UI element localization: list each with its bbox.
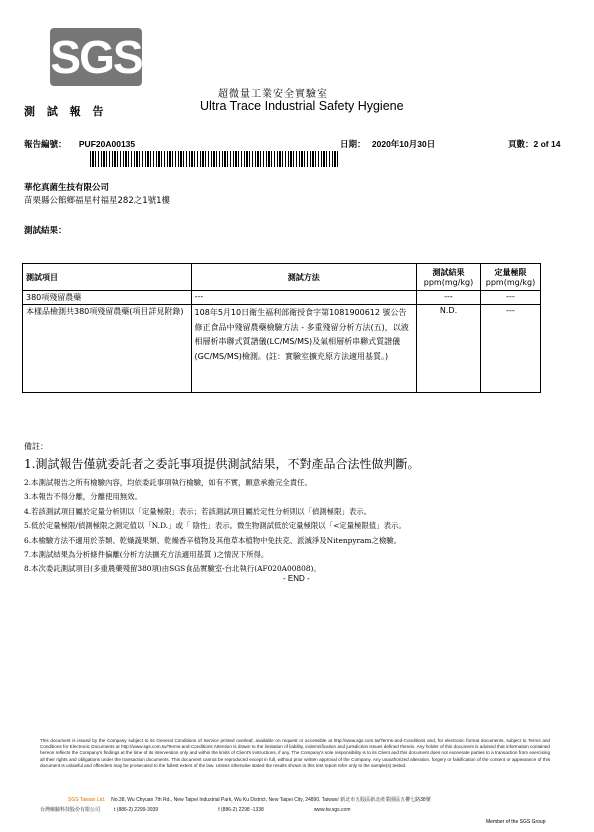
footer-company-cn: 台灣檢驗科技股份有限公司 xyxy=(40,807,101,813)
end-marker: - END - xyxy=(283,574,310,583)
table-row xyxy=(23,305,541,393)
header-loq xyxy=(480,264,540,291)
note-item: 8.本次委託測試項目(多重農藥殘留380項)由SGS食品實驗室-台北執行(AF020A00808)。 xyxy=(24,564,321,574)
report-number-label: 報告編號： xyxy=(24,139,67,149)
footer-contact-line xyxy=(40,806,351,813)
header-result xyxy=(417,264,481,291)
notes-label: 備註： xyxy=(24,442,48,451)
footer-disclaimer: This document is issued by the Company subject to its General Conditions of Service printed overleaf, available on request or accessible at http://www.sgs.com.tw/Terms-and-Conditions and, for electronic format documents, subject to Terms and Conditions for Electronic Documents at http://www.sgs.com.tw/Terms-and-Conditions Attention is drawn to the limitation of liability, indemnification and jurisdiction issues defined therein. Any holder of this document is advised that information contained hereon reflects the Company's findings at the time of its intervention only and within the limits of Client's instructions, if any. The Company's sole responsibility is to its Client and this document does not exonerate parties to a transaction from exercising all their rights and obligations under the transaction documents. This document cannot be reproduced except in full, without prior written approval of the Company. Any unauthorized alteration, forgery or falsification of the content or appearance of this document is unlawful and offenders may be prosecuted to the fullest extent of the law. Unless otherwise stated the results shown in this test report refer only to the sample(s) tested. xyxy=(40,738,550,768)
cell-result: N.D. xyxy=(417,305,481,393)
table-header-row xyxy=(23,264,541,291)
page-number xyxy=(508,138,560,150)
header-result-unit: ppm(mg/kg) xyxy=(423,278,474,287)
footer-address: No.38, Wu Chyuan 7th Rd., New Taipei Industrial Park, Wu Ku District, New Taipei City, 24890, Taiwan/ 新北市五股區新北產業園區五權七路38號 xyxy=(111,797,431,803)
client-company: 華佗真菌生技有限公司 xyxy=(24,183,110,193)
footer-address-line xyxy=(40,796,431,803)
header-test-method: 測試方法 xyxy=(191,264,416,291)
note-item: 4.若該測試項目屬於定量分析則以「定量極限」表示；若該測試項目屬於定性分析則以「偵測極限」表示。 xyxy=(24,506,372,516)
note-first: 1.測試報告僅就委託者之委託事項提供測試結果，不對產品合法性做判斷。 xyxy=(24,457,420,471)
results-label: 測試結果： xyxy=(24,226,67,236)
note-item: 5.低於定量極限/偵測極限之測定值以「N.D.」或「 陰性」表示。微生物測試低於定量極限以「<定量極限值」表示。 xyxy=(24,521,406,531)
results-table xyxy=(22,263,541,393)
report-date-label: 日期： xyxy=(340,139,366,149)
page-number-label: 頁數： xyxy=(508,139,534,149)
report-date xyxy=(340,138,435,150)
report-date-value: 2020年10月30日 xyxy=(371,139,436,149)
cell-item: 本樣品檢測共380項殘留農藥(項目詳見附錄) xyxy=(23,305,192,393)
footer-member: Member of the SGS Group xyxy=(486,819,546,825)
page-number-value: 2 of 14 xyxy=(533,139,561,149)
footer-company-en: SGS Taiwan Ltd. xyxy=(68,797,106,803)
header-result-label: 測試結果 xyxy=(432,268,465,277)
note-item: 6.本檢驗方法不適用於茶類、乾燥蔬果類、乾燥香辛植物及其他草本植物中免扶克、派滅淨及Nitenpyram之檢驗。 xyxy=(24,535,402,545)
lab-title-chinese: 超微量工業安全實驗室 xyxy=(218,89,328,100)
sgs-logo: SGS xyxy=(50,28,142,86)
footer-phone: t (886-2) 2299-3939 xyxy=(114,807,159,813)
footer-website: www.tw.sgs.com xyxy=(313,807,351,813)
header-loq-label: 定量極限 xyxy=(494,268,527,277)
note-item: 2.本測試報告之所有檢驗內容，均依委託事項執行檢驗，如有不實，願意承擔完全責任。 xyxy=(24,478,312,487)
cell-loq: --- xyxy=(480,291,540,305)
table-row xyxy=(23,291,541,305)
footer-fax: f (886-2) 2298 -1338 xyxy=(218,807,264,813)
client-address: 苗栗縣公館鄉福星村福星282之1號1樓 xyxy=(24,196,171,206)
cell-method: --- xyxy=(191,291,416,305)
report-number-value: PUF20A00135 xyxy=(78,139,136,149)
barcode xyxy=(90,151,338,167)
report-number xyxy=(24,138,135,150)
cell-result: --- xyxy=(417,291,481,305)
header-loq-unit: ppm(mg/kg) xyxy=(485,278,536,287)
note-item: 7.本測試結果為分析條件偏離(分析方法擴充方法適用基質 )之情況下所得。 xyxy=(24,550,269,560)
notes-list xyxy=(24,476,406,577)
cell-loq: --- xyxy=(480,305,540,393)
lab-title-english: Ultra Trace Industrial Safety Hygiene xyxy=(200,99,404,113)
header-test-item: 測試項目 xyxy=(23,264,192,291)
cell-method: 108年5月10日衛生福利部衛授食字第1081900612 號公告修正食品中殘留農藥檢驗方法 - 多重殘留分析方法(五)，以液相層析串聯式質譜儀(LC/MS/MS)及氣相層析串聯式質譜儀(GC/MS/MS)檢測。(註：實驗室擴充原方法適用基質。) xyxy=(191,305,416,393)
report-type-label: 測 試 報 告 xyxy=(24,105,108,118)
note-item: 3.本報告不得分離，分離使用無效。 xyxy=(24,492,142,502)
cell-item: 380項殘留農藥 xyxy=(23,291,192,305)
